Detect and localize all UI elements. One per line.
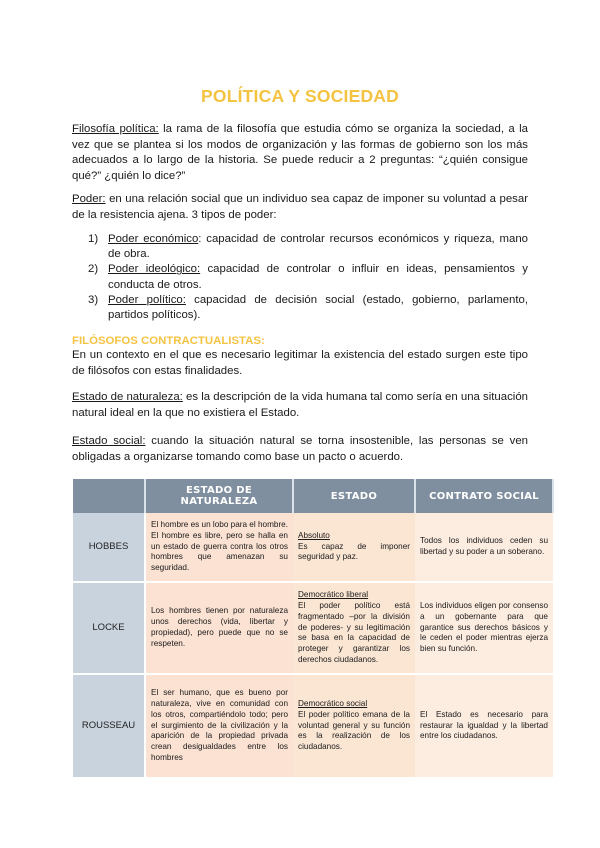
- table-row: [73, 513, 553, 582]
- power-types-list: [72, 232, 528, 323]
- cell-naturaleza: El hombre es un lobo para el hombre. El hombre es libre, pero se halla en un estado de guerra contra los otros hombres que amenazan su seguridad.: [145, 513, 293, 582]
- page-title: POLÍTICA Y SOCIEDAD: [201, 86, 399, 106]
- list-item: [72, 232, 528, 262]
- cell-contrato: Los individuos eligen por consenso a un gobernante para que garantice sus derechos básicos y le ceden el poder mientras ejerza bien su función.: [415, 582, 553, 674]
- list-term: Poder económico: [108, 233, 199, 245]
- philosopher-name: ROUSSEAU: [73, 674, 145, 778]
- estado-type: Democrático social: [298, 699, 368, 708]
- definition-text: es la descripción de la vida humana tal como sería en una situación natural ideal en la que no existiera el Estado.: [72, 391, 528, 419]
- cell-estado: [293, 674, 415, 778]
- list-text: capacidad de decisión social (estado, gobierno, parlamento, partidos políticos).: [108, 293, 528, 322]
- paragraph-filosofia-politica: [72, 122, 528, 184]
- paragraph-poder: [72, 192, 528, 223]
- philosopher-name: LOCKE: [73, 582, 145, 674]
- list-number: 3): [88, 293, 99, 306]
- list-term: Poder político:: [108, 293, 186, 306]
- table-header-contrato: CONTRATO SOCIAL: [415, 479, 553, 513]
- list-term: Poder ideológico:: [108, 263, 201, 276]
- table-header-corner: [73, 479, 145, 513]
- term-estado-social: Estado social:: [72, 435, 146, 447]
- list-number: 1): [88, 233, 99, 245]
- cell-naturaleza: Los hombres tienen por naturaleza unos derechos (vida, libertar y propiedad), pero puede que no se respeten.: [145, 582, 293, 674]
- list-item: [72, 293, 528, 323]
- cell-estado: [293, 513, 415, 582]
- table-header-naturaleza: ESTADO DE NATURALEZA: [145, 479, 293, 513]
- paragraph-contexto: En un contexto en el que es necesario legitimar la existencia del estado surgen este tipo de filósofos con estas finalidades.: [72, 349, 528, 377]
- term-poder: Poder:: [72, 193, 106, 205]
- list-item: [72, 262, 528, 292]
- estado-type: Democrático liberal: [298, 590, 369, 600]
- table-row: [73, 582, 553, 674]
- list-text: capacidad de controlar o influir en ideas, pensamientos y conducta de otros.: [108, 263, 528, 291]
- paragraph-estado-naturaleza: [72, 390, 528, 421]
- definition-text: cuando la situación natural se torna insostenible, las personas se ven obligadas a organizarse tomando como base un pacto o acuerdo.: [72, 435, 528, 463]
- section-heading-contractualistas: FILÓSOFOS CONTRACTUALISTAS:: [72, 335, 265, 347]
- philosophers-table: [73, 479, 553, 779]
- estado-description: El poder político está fragmentado –por la división de poderes- y su legitimación se basa en la capacidad de proteger y garantizar los derechos ciudadanos.: [298, 601, 410, 664]
- cell-contrato: Todos los individuos ceden su libertad y su poder a un soberano.: [415, 513, 553, 582]
- term-filosofia-politica: Filosofía política:: [72, 123, 159, 135]
- estado-type: Absoluto: [298, 530, 330, 540]
- cell-estado: [293, 582, 415, 674]
- list-number: 2): [88, 263, 99, 276]
- cell-naturaleza: El ser humano, que es bueno por naturaleza, vive en comunidad con los otros, compartiéndolo todo; pero el surgimiento de la civilización y la aparición de la propiedad privada crean desigualdades entre los hombres: [145, 674, 293, 778]
- table-row: [73, 674, 553, 778]
- philosopher-name: HOBBES: [73, 513, 145, 582]
- table-header-row: [73, 479, 553, 513]
- estado-description: El poder político emana de la voluntad general y su función es la realización de los ciudadanos.: [298, 709, 410, 752]
- estado-description: Es capaz de imponer seguridad y paz.: [298, 541, 410, 562]
- definition-text: en una relación social que un individuo sea capaz de imponer su voluntad a pesar de la resistencia ajena. 3 tipos de poder:: [72, 193, 528, 221]
- term-estado-naturaleza: Estado de naturaleza:: [72, 391, 183, 403]
- list-text: : capacidad de controlar recursos económicos y riqueza, mano de obra.: [108, 233, 528, 261]
- table-header-estado: ESTADO: [293, 479, 415, 513]
- definition-text: la rama de la filosofía que estudia cómo se organiza la sociedad, a la vez que se plantea si los modos de organización y las formas de gobierno son los más adecuados a lo largo de la historia. Se puede reducir a 2 preguntas: “¿quién consigue qué?” ¿quién lo dice?”: [72, 123, 528, 182]
- paragraph-estado-social: [72, 434, 528, 465]
- cell-contrato: El Estado es necesario para restaurar la igualdad y la libertad entre los ciudadanos.: [415, 674, 553, 778]
